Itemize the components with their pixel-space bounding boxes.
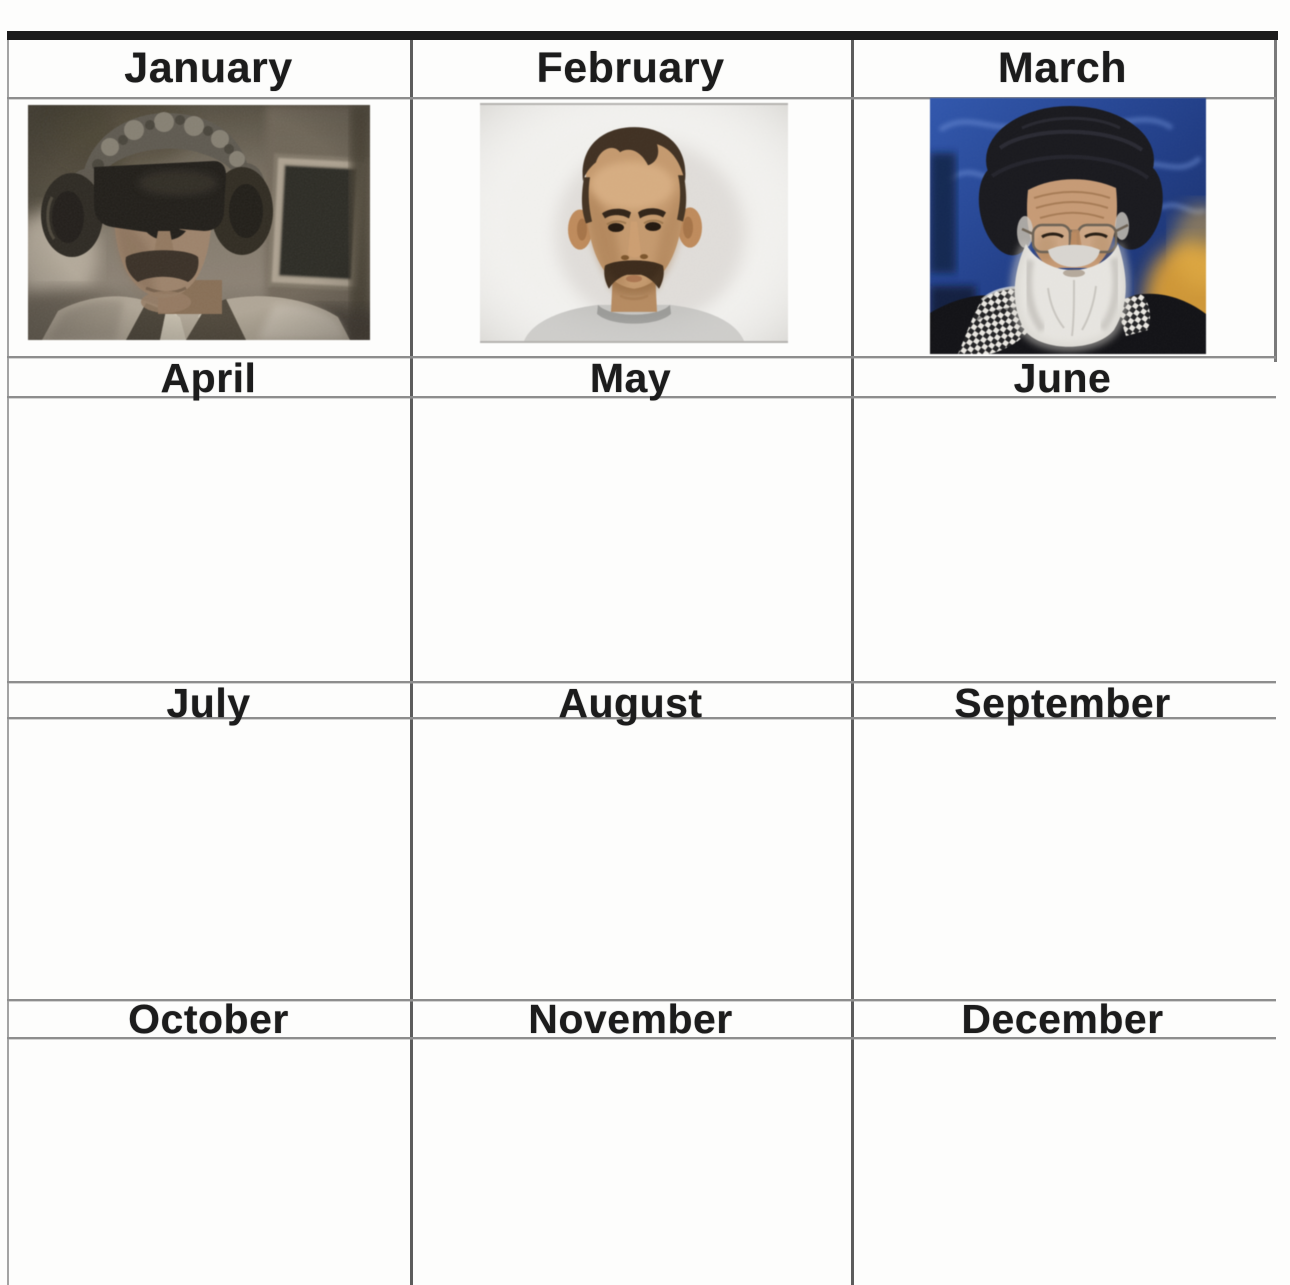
- header-row-4: [7, 995, 1274, 1042]
- month-label-september: September: [954, 679, 1171, 726]
- cell-header-january: [7, 40, 410, 97]
- cell-header-march: [851, 40, 1274, 97]
- month-label-december: December: [961, 995, 1164, 1042]
- column-divider-2: [851, 40, 854, 1285]
- month-label-may: May: [589, 354, 672, 401]
- cell-header-may: [410, 354, 851, 401]
- cell-header-december: [851, 995, 1274, 1042]
- table-left-border: [7, 40, 9, 1285]
- month-label-january: January: [124, 44, 293, 92]
- month-label-june: June: [1013, 354, 1112, 401]
- table-top-border: [7, 31, 1278, 40]
- header-row-2: [7, 354, 1274, 401]
- march-photo-cleric: [930, 98, 1206, 354]
- february-photo-mugshot: [480, 103, 788, 343]
- cell-header-june: [851, 354, 1274, 401]
- cell-header-september: [851, 679, 1274, 726]
- month-label-november: November: [528, 995, 733, 1042]
- month-label-july: July: [166, 679, 251, 726]
- table-right-border: [1274, 40, 1277, 362]
- cell-header-november: [410, 995, 851, 1042]
- month-label-february: February: [536, 44, 725, 92]
- cell-header-august: [410, 679, 851, 726]
- cell-header-july: [7, 679, 410, 726]
- month-label-august: August: [558, 679, 703, 726]
- cell-header-april: [7, 354, 410, 401]
- header-row-1: [7, 40, 1274, 97]
- cell-header-october: [7, 995, 410, 1042]
- january-photo-blindfolded-man: [28, 105, 370, 340]
- column-divider-1: [410, 40, 413, 1285]
- month-label-october: October: [128, 995, 289, 1042]
- month-label-march: March: [997, 44, 1128, 92]
- month-label-april: April: [160, 354, 257, 401]
- header-row-3: [7, 679, 1274, 726]
- cell-header-february: [410, 40, 851, 97]
